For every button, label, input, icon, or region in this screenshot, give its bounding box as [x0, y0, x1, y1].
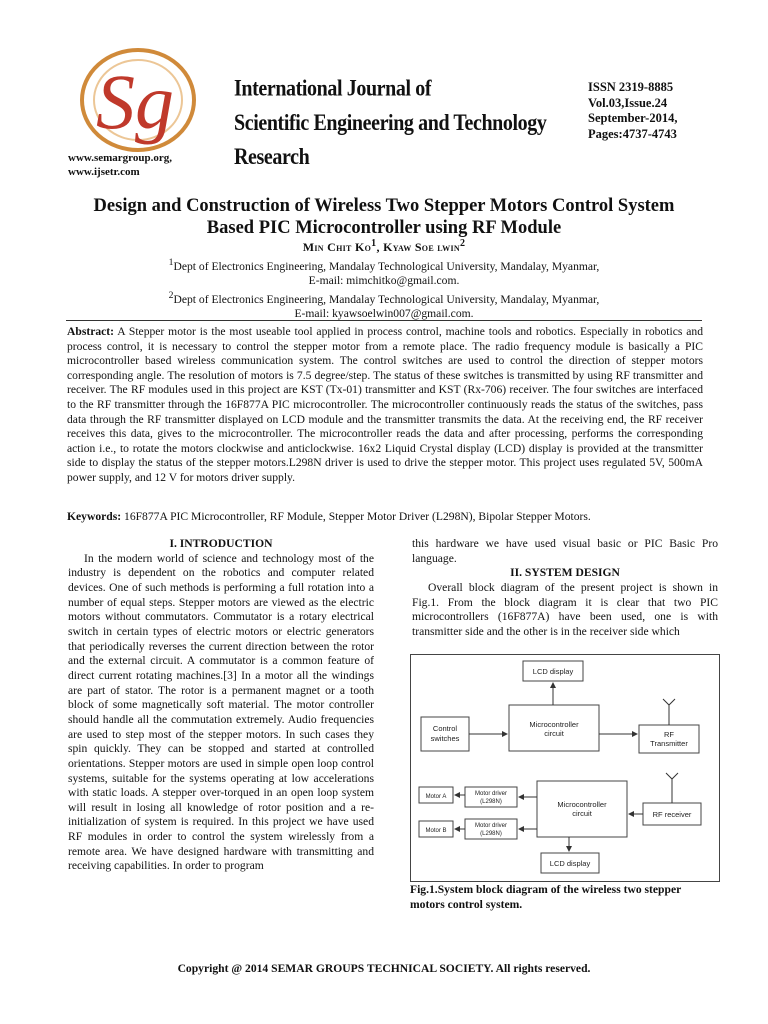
author-1: Min Chit Ko	[302, 240, 372, 254]
motor-b-label: Motor B	[425, 828, 447, 834]
author-line: Min Chit Ko$^1$, Kyaw Soe lwin$^2$	[302, 238, 466, 254]
affil1-sup: 1	[168, 257, 174, 268]
mcu-top-label-2: circuit	[544, 729, 564, 738]
pages: Pages:4737-4743	[588, 126, 677, 141]
journal-title	[234, 72, 574, 175]
affil2-sup: 2	[168, 289, 174, 301]
mcu-top-label-1: Microcontroller	[529, 720, 579, 729]
affiliations	[0, 256, 768, 322]
driver-b-label-1: Motor driver	[474, 823, 508, 829]
system-design-heading: II. SYSTEM DESIGN	[510, 566, 620, 580]
logo-lettering: Sg	[96, 58, 174, 145]
paper-title-line2: Based PIC Microcontroller using RF Module	[206, 218, 562, 238]
volume: Vol.03,Issue.24	[588, 95, 668, 110]
copyright-footer: Copyright @ 2014 SEMAR GROUPS TECHNICAL SOCIETY. All rights reserved.	[177, 962, 591, 975]
author-2: Kyaw Soe lwin	[383, 240, 460, 254]
issue-date: September-2014,	[588, 111, 678, 125]
journal-title-line1: International Journal of	[234, 75, 432, 102]
issue-info	[588, 80, 677, 142]
block-diagram	[410, 654, 720, 882]
keywords-text: 16F877A PIC Microcontroller, RF Module, Stepper Motor Driver (L298N), Bipolar Stepper Motors.	[124, 510, 591, 523]
affiliation-2	[0, 289, 768, 307]
url-ijsetr[interactable]: www.ijsetr.com	[68, 166, 140, 178]
continuation-text: this hardware we have used visual basic or PIC Basic Pro language.	[412, 537, 718, 565]
paper-title-line1: Design and Construction of Wireless Two Stepper Motors Control System	[93, 196, 675, 216]
control-label-1: Control	[432, 724, 458, 733]
url-semargroup[interactable]: www.semargroup.org,	[68, 152, 172, 164]
right-column	[412, 537, 718, 640]
rf-tx-label-2: Transmitter	[650, 739, 688, 748]
abstract-text: A Stepper motor is the most useable tool applied in process control, machine tools and robotics. Especially in robotics and process control, it is necessary to control the stepper motor from a remote place. The radio frequency module is basically a PIC microcontroller based wireless communication system. The control switches are used to control the direction of stepper motors corresponding angle. The resolution of motors is 7.5 degree/step. The status of these switches is transmitted by using RF transmitter and receiver. The RF modules used in this project are KST (Tx-01) transmitter and KST (Rx-706) receiver. The four switches are interfaced to the RF transmitter through the 16F877A PIC microcontroller. The microcontroller continuously reads the status of the switches, pass data through the RF transmitter displayed on LCD module and the transmitter transmits the data. At the receiving end, the RF receiver receives this data, gives to the microcontroller. The microcontroller reads the data and after processing, performs the corresponding action i.e., to rotate the motors clockwise and anticlockwise. 16x2 Liquid Crystal display (LCD) display is provided at the transmitter side to display the status of the stepper motors.L298N driver is used to drive the stepper motor. This project uses regulated 5V, 500mA power supply, and 12 V for motors driver supply.	[67, 325, 703, 484]
control-label-2: switches	[430, 734, 460, 743]
affil1-text: Dept of Electronics Engineering, Mandalay Technological University, Mandalay, Myanmar,	[173, 259, 600, 273]
intro-text: In the modern world of science and technology most of the industry is dependent on the robotics and computer related devices. One of such methods is performing a full rotation into a number of equal steps. Stepper motors are viewed as the electric motors without commutators. Commutator is a rotary electrical switch in certain types of electric motors or electric generators that periodically reverses the current direction between the rotor and the external circuit. A commutator is a common feature of direct current rotating machines.[3] In a motor all the windings are part of stator. The rotor is a permanent magnet or a tooth block of some magnetically soft material. The motor controller should handle all the commutation extremely. Audio frequencies are used to step most of the stepper motors. In such cases they spin quickly. They can be stopped and started at controlled orientations. Stepper motors are used in simple open loop control systems, suitable for the systems operating at low accelerations with static loads. A stepper over-torqued in an open loop system will result in losing all knowledge of rotor position and a re-initialization of system is required. In this project we have used RF modules in order to control the system wirelessly from a remote area. We have designed hardware with transmitting and receiving capabilities. In order to program	[68, 551, 374, 873]
mcu-bottom-label-2: circuit	[572, 809, 592, 818]
keywords-label: Keywords:	[67, 510, 122, 523]
journal-title-line2: Scientific Engineering and Technology Research	[234, 109, 547, 170]
rf-receiver-label: RF receiver	[652, 810, 692, 819]
figure-caption: Fig.1.System block diagram of the wireless two stepper motors control system.	[410, 883, 682, 911]
paper-title	[40, 195, 728, 239]
left-column	[68, 537, 374, 874]
intro-heading: I. INTRODUCTION	[169, 537, 273, 550]
mcu-bottom-label-1: Microcontroller	[557, 800, 607, 809]
keywords	[67, 510, 703, 523]
driver-b-label-2: (L298N)	[480, 831, 502, 837]
driver-a-label-2: (L298N)	[480, 799, 502, 805]
affiliation-1	[0, 256, 768, 274]
section-divider	[66, 320, 702, 321]
email-2: E-mail: kyawsoelwin007@gmail.com.	[294, 307, 474, 321]
driver-a-label-1: Motor driver	[474, 791, 508, 797]
journal-urls	[68, 151, 172, 179]
block-diagram-svg	[411, 655, 719, 881]
affil2-text: Dept of Electronics Engineering, Mandalay Technological University, Mandalay, Myanmar,	[173, 292, 600, 306]
rf-tx-label-1: RF	[664, 730, 674, 739]
email-1: E-mail: mimchitko@gmail.com.	[308, 274, 460, 288]
issn: ISSN 2319-8885	[588, 80, 674, 94]
motor-a-label: Motor A	[425, 794, 447, 800]
system-design-text: Overall block diagram of the present project is shown in Fig.1. From the block diagram it is clear that two PIC microcontrollers (16F877A) have been used, one is with transmitter side and the other is in the receiver side which	[412, 580, 718, 638]
author-2-sup: 2	[459, 238, 466, 249]
journal-logo	[78, 46, 202, 154]
lcd-bottom-label: LCD display	[549, 859, 591, 868]
abstract-label: Abstract:	[67, 325, 115, 338]
lcd-top-label: LCD display	[532, 667, 574, 676]
abstract	[67, 325, 703, 486]
author-1-sup: 1	[371, 238, 377, 249]
